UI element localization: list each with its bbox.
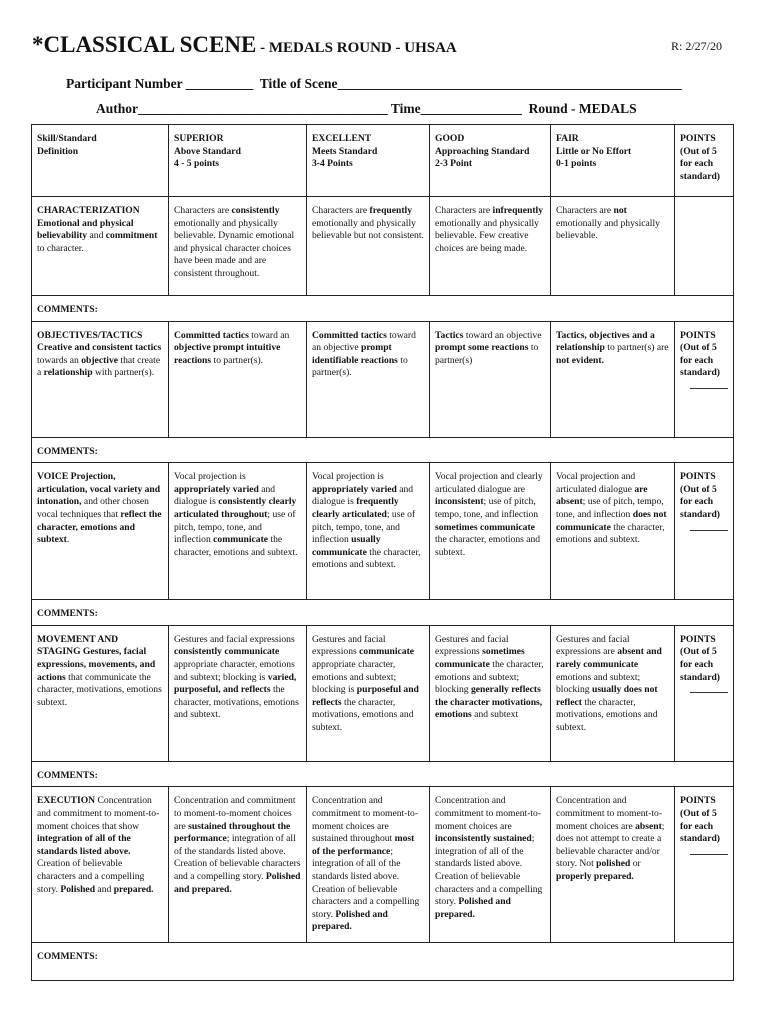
column-header-title: FAIR [556, 133, 579, 144]
comments-field[interactable]: COMMENTS: [32, 761, 734, 787]
fair-criteria-cell: Concentration and commitment to moment-to-moment choices are absent; does not attempt to create a believable character and/or story. Not polished or properly prepared. [551, 787, 675, 943]
fair-criteria-cell: Characters are not emotionally and physically believable. [551, 197, 675, 296]
column-header-extra: 2-3 Point [435, 158, 473, 170]
rubric-standard-row [32, 321, 734, 437]
points-blank-line[interactable] [690, 686, 728, 693]
column-header-title: Skill/Standard [37, 133, 97, 144]
author-time-round-line: Author_____________________________________ Time_______________ Round - MEDALS [96, 101, 637, 116]
skill-definition-cell: EXECUTION Concentration and commitment to moment-to-moment choices that show integration of all of the standards listed above. Creation of believable characters and a compelling story. Polished and prepared. [32, 787, 169, 943]
excellent-criteria-cell: Gestures and facial expressions communicate appropriate character, emotions and subtext; blocking is purposeful and reflects the character, motivations, emotions and subtext. [307, 625, 430, 761]
document-subtitle: - MEDALS ROUND - UHSAA [256, 40, 457, 56]
document-header [32, 32, 722, 58]
comments-row [32, 761, 734, 787]
column-header-sub: Approaching Standard [435, 145, 530, 157]
good-criteria-cell: Vocal projection and clearly articulated dialogue are inconsistent; use of pitch, tempo, tone, and inflection sometimes communicate the character, emotions and subtext. [430, 463, 551, 600]
comments-field[interactable]: COMMENTS: [32, 943, 734, 981]
column-header-title: POINTS [680, 133, 716, 144]
points-cell[interactable] [675, 463, 734, 600]
column-header-sub: Definition [37, 145, 79, 157]
rubric-standard-row [32, 463, 734, 600]
points-blank-line[interactable] [690, 382, 728, 389]
points-cell[interactable] [675, 625, 734, 761]
column-header [675, 125, 734, 197]
good-criteria-cell: Tactics toward an objective prompt some reactions to partner(s) [430, 321, 551, 437]
points-label: POINTS (Out of 5 for each standard) [680, 471, 720, 520]
column-header [551, 125, 675, 197]
superior-criteria-cell: Gestures and facial expressions consistently communicate appropriate character, emotions and subtext; blocking is varied, purposeful, and reflects the character, motivations, emotions and subtext. [169, 625, 307, 761]
comments-field[interactable]: COMMENTS: [32, 296, 734, 322]
participant-title-line: Participant Number __________ Title of Scene___________________________________________________ [66, 76, 682, 91]
points-label: POINTS (Out of 5 for each standard) [680, 633, 720, 683]
column-header-extra: 0-1 points [556, 158, 597, 170]
excellent-criteria-cell: Vocal projection is appropriately varied and dialogue is frequently clearly articulated; use of pitch, tempo, tone, and inflection usually communicate the character, emotions and subtext. [307, 463, 430, 600]
rubric-table [31, 124, 734, 981]
points-label: POINTS (Out of 5 for each standard) [680, 795, 720, 845]
comments-field[interactable]: COMMENTS: [32, 600, 734, 626]
good-criteria-cell: Characters are infrequently emotionally and physically believable. Few creative choices are being made. [430, 197, 551, 296]
skill-definition-cell: VOICE Projection, articulation, vocal variety and intonation, and other chosen vocal techniques that reflect the character, emotions and subtext. [32, 463, 169, 600]
excellent-criteria-cell: Concentration and commitment to moment-to-moment choices are sustained throughout most of the performance; integration of all of the standards listed above. Creation of believable characters and a compelling story. Polished and prepared. [307, 787, 430, 943]
column-header-title: SUPERIOR [174, 133, 224, 144]
rubric-standard-row [32, 625, 734, 761]
points-label: POINTS (Out of 5 for each standard) [680, 329, 720, 379]
revision-date: R: 2/27/20 [670, 39, 722, 53]
points-blank-line[interactable] [690, 524, 728, 531]
comments-row [32, 296, 734, 322]
superior-criteria-cell: Vocal projection is appropriately varied and dialogue is consistently clearly articulated throughout; use of pitch, tempo, tone, and inflection communicate the character, emotions and subtext. [169, 463, 307, 600]
comments-row [32, 943, 734, 981]
rubric-standard-row [32, 197, 734, 296]
skill-definition-cell: MOVEMENT AND STAGING Gestures, facial expressions, movements, and actions that communicate the character, motivations, emotions subtext. [32, 625, 169, 761]
column-header-extra: for each standard) [680, 158, 720, 182]
points-cell[interactable] [675, 787, 734, 943]
fair-criteria-cell: Vocal projection and articulated dialogue are absent; use of pitch, tempo, tone, and inflection does not communicate the character, emotions and subtext. [551, 463, 675, 600]
points-blank-line[interactable] [690, 848, 728, 855]
column-header [32, 125, 169, 197]
column-header-sub: (Out of 5 [680, 145, 717, 157]
superior-criteria-cell: Committed tactics toward an objective prompt intuitive reactions to partner(s). [169, 321, 307, 437]
excellent-criteria-cell: Characters are frequently emotionally and physically believable but not consistent. [307, 197, 430, 296]
comments-row [32, 437, 734, 463]
column-header-extra: 3-4 Points [312, 158, 353, 170]
skill-definition-cell: OBJECTIVES/TACTICS Creative and consistent tactics towards an objective that create a relationship with partner(s). [32, 321, 169, 437]
document-title: *CLASSICAL SCENE [32, 32, 257, 57]
column-header-title: GOOD [435, 133, 465, 144]
points-cell [675, 197, 734, 296]
fair-criteria-cell: Gestures and facial expressions are absent and rarely communicate emotions and subtext; blocking usually does not reflect the character, motivations, emotions and subtext. [551, 625, 675, 761]
skill-definition-cell: CHARACTERIZATION Emotional and physical believability and commitment to character. [32, 197, 169, 296]
comments-field[interactable]: COMMENTS: [32, 437, 734, 463]
superior-criteria-cell: Concentration and commitment to moment-to-moment choices are sustained throughout the performance; integration of all of the standards listed above. Creation of believable characters and a compelling story. Polished and prepared. [169, 787, 307, 943]
column-header [430, 125, 551, 197]
rubric-standard-row [32, 787, 734, 943]
points-cell[interactable] [675, 321, 734, 437]
column-header-sub: Above Standard [174, 145, 241, 157]
fair-criteria-cell: Tactics, objectives and a relationship to partner(s) are not evident. [551, 321, 675, 437]
column-header-extra: 4 - 5 points [174, 158, 220, 170]
good-criteria-cell: Concentration and commitment to moment-to-moment choices are inconsistently sustained; integration of all of the standards listed above. Creation of believable characters and a compelling story. Polished and prepared. [430, 787, 551, 943]
column-header-title: EXCELLENT [312, 133, 372, 144]
column-header [169, 125, 307, 197]
excellent-criteria-cell: Committed tactics toward an objective prompt identifiable reactions to partner(s). [307, 321, 430, 437]
good-criteria-cell: Gestures and facial expressions sometimes communicate the character, emotions and subtext; blocking generally reflects the character motivations, emotions and subtext [430, 625, 551, 761]
superior-criteria-cell: Characters are consistently emotionally and physically believable. Dynamic emotional and physical character choices have been made and are consistent throughout. [169, 197, 307, 296]
column-header-sub: Little or No Effort [556, 145, 632, 157]
column-header-sub: Meets Standard [312, 145, 378, 157]
rubric-header-row [32, 125, 734, 197]
comments-row [32, 600, 734, 626]
column-header [307, 125, 430, 197]
